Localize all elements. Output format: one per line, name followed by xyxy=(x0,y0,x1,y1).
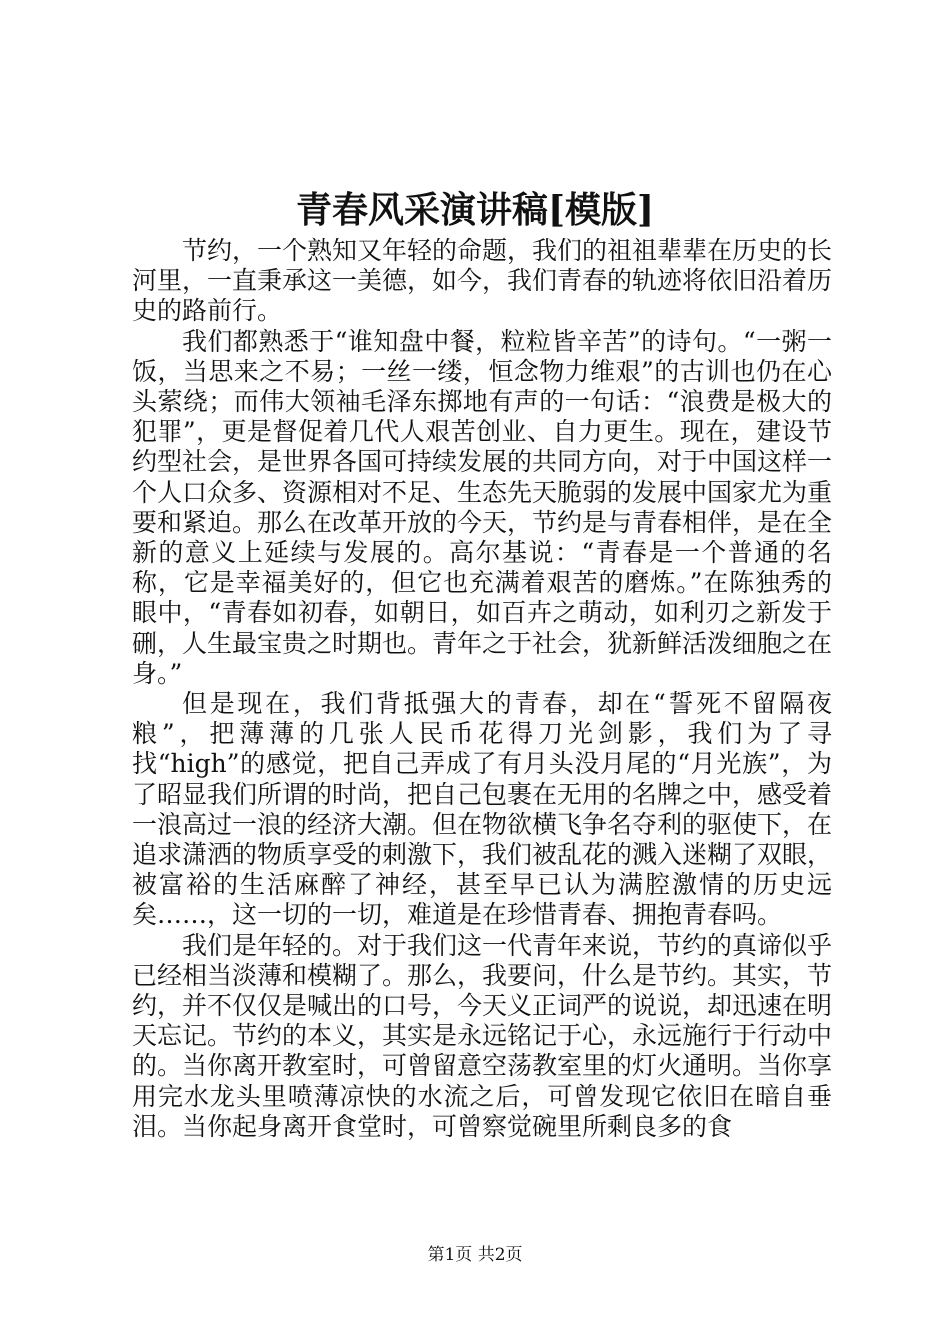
paragraph-1: 节约，一个熟知又年轻的命题，我们的祖祖辈辈在历史的长河里，一直秉承这一美德，如今，我们青春的轨迹将依旧沿着历史的路前行。 xyxy=(132,236,833,326)
paragraph-4: 我们是年轻的。对于我们这一代青年来说，节约的真谛似乎已经相当淡薄和模糊了。那么，我要问，什么是节约。其实，节约，并不仅仅是喊出的口号，今天义正词严的说说，却迅速在明天忘记。节约的本义，其实是永远铭记于心，永远施行于行动中的。当你离开教室时，可曾留意空荡教室里的灯火通明。当你享用完水龙头里喷薄凉快的水流之后，可曾发现它依旧在暗自垂泪。当你起身离开食堂时，可曾察觉碗里所剩良多的食 xyxy=(132,930,833,1141)
document-title: 青春风采演讲稿[模版] xyxy=(295,189,655,231)
paragraph-2: 我们都熟悉于“谁知盘中餐，粒粒皆辛苦”的诗句。“一粥一饭，当思来之不易；一丝一缕，恒念物力维艰”的古训也仍在心头萦绕；而伟大领袖毛泽东掷地有声的一句话：“浪费是极大的犯罪”，更是督促着几代人艰苦创业、自力更生。现在，建设节约型社会，是世界各国可持续发展的共同方向，对于中国这样一个人口众多、资源相对不足、生态先天脆弱的发展中国家尤为重要和紧迫。那么在改革开放的今天，节约是与青春相伴，是在全新的意义上延续与发展的。高尔基说：“青春是一个普通的名称，它是幸福美好的，但它也充满着艰苦的磨炼。”在陈独秀的眼中，“青春如初春，如朝日，如百卉之萌动，如利刃之新发于硎，人生最宝贵之时期也。青年之于社会，犹新鲜活泼细胞之在身。” xyxy=(132,326,833,688)
document-body xyxy=(132,236,832,1142)
paragraph-3: 但是现在，我们背抵强大的青春，却在“誓死不留隔夜粮”，把薄薄的几张人民币花得刀光剑影，我们为了寻找“high”的感觉，把自己弄成了有月头没月尾的“月光族”，为了昭显我们所谓的时尚，把自己包裹在无用的名牌之中，感受着一浪高过一浪的经济大潮。但在物欲横飞争名夺利的驱使下，在追求潇洒的物质享受的刺激下，我们被乱花的溅入迷糊了双眼，被富裕的生活麻醉了神经，甚至早已认为满腔激情的历史远矣……，这一切的一切，难道是在珍惜青春、拥抱青春吗。 xyxy=(132,689,833,930)
page-number: 第1页 共2页 xyxy=(427,1245,523,1265)
